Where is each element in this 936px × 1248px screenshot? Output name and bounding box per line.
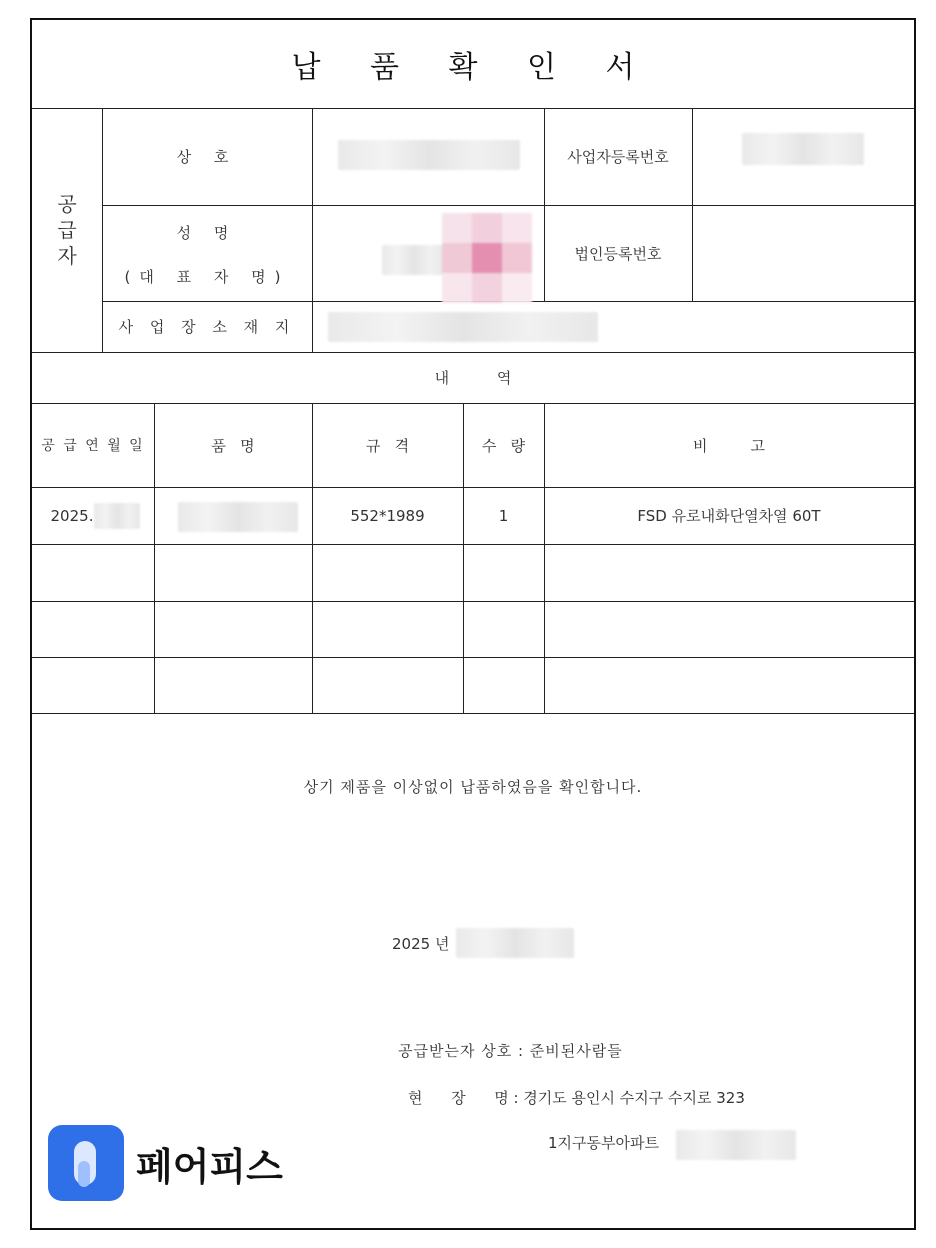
biz-reg-value-redacted	[742, 133, 864, 165]
site-detail: 1지구동부아파트	[548, 1134, 659, 1152]
rule	[32, 713, 914, 714]
row1-date: 2025.	[50, 506, 94, 525]
name-value-redacted	[382, 245, 446, 275]
col-header-date: 공 급 연 월 일	[41, 438, 145, 454]
detail-section-label: 내 역	[434, 369, 512, 387]
rule	[692, 108, 693, 301]
row1-qty: 1	[498, 506, 509, 525]
rule	[32, 601, 914, 602]
company-value-redacted	[338, 140, 520, 170]
rule	[32, 657, 914, 658]
brand-logo-icon	[48, 1125, 124, 1201]
address-label: 사 업 장 소 재 지	[118, 318, 296, 336]
col-header-item: 품 명	[211, 436, 255, 455]
rep-label: (대 표 자 명)	[124, 267, 290, 286]
date-line: 2025 년	[392, 935, 450, 953]
rule	[102, 205, 914, 206]
col-header-note: 비 고	[693, 436, 765, 455]
seal-stamp-redacted	[442, 213, 534, 303]
rule	[312, 108, 313, 352]
site-detail-redacted	[676, 1130, 796, 1160]
row1-note: FSD 유로내화단열차열 60T	[637, 507, 821, 525]
corp-reg-label: 법인등록번호	[574, 244, 662, 263]
date-redacted	[456, 928, 574, 958]
row1-date-redacted	[94, 503, 140, 529]
row1-item-redacted	[178, 502, 298, 532]
receiver-label: 공급받는자 상호 : 준비된사람들	[398, 1042, 623, 1060]
address-value-redacted	[328, 312, 598, 342]
col-header-qty: 수 량	[481, 436, 526, 455]
confirmation-text: 상기 제품을 이상없이 납품하였음을 확인합니다.	[303, 778, 643, 796]
name-label: 성 명	[176, 223, 238, 242]
row1-spec: 552*1989	[350, 506, 425, 525]
col-header-spec: 규 격	[365, 436, 410, 455]
supplier-side-label: 공 급 자	[57, 192, 77, 268]
document-title: 납 품 확 인 서	[291, 50, 655, 85]
brand-name: 페어피스	[136, 1145, 283, 1189]
rule	[32, 544, 914, 545]
delivery-confirmation-document	[30, 18, 916, 1230]
site-label: 현 장 명 : 경기도 용인시 수지구 수지로 323	[408, 1089, 745, 1107]
biz-reg-label: 사업자등록번호	[567, 148, 669, 166]
company-label: 상 호	[176, 148, 238, 166]
